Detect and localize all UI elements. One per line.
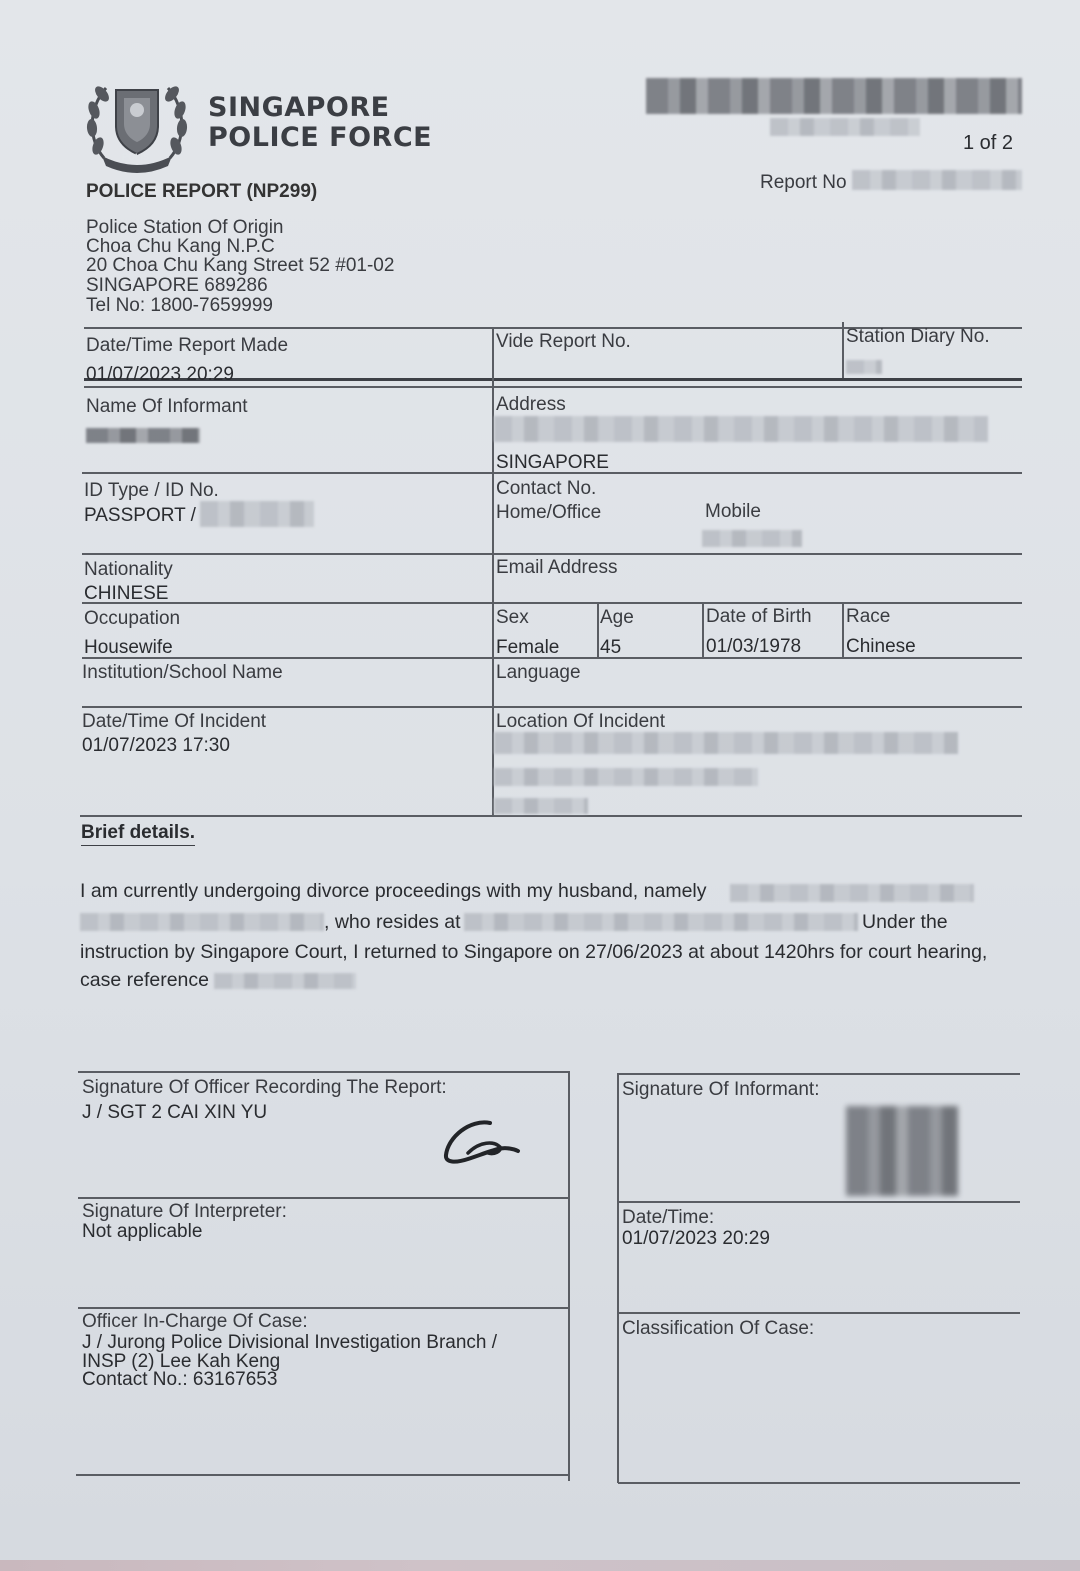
incident-location-label: Location Of Incident (496, 711, 665, 732)
oic-line-1: J / Jurong Police Divisional Investigation Branch / (82, 1332, 498, 1353)
brief-line-3: Under the (862, 911, 948, 933)
oic-label: Officer In-Charge Of Case: (82, 1311, 308, 1332)
emblem-banner-text: POLIS (122, 152, 150, 162)
age-label: Age (600, 607, 634, 628)
redacted-mobile (702, 530, 802, 547)
signature-datetime-label: Date/Time: (622, 1207, 715, 1228)
nationality-value: CHINESE (84, 583, 169, 604)
datetime-made-value: 01/07/2023 20:29 (86, 364, 234, 385)
officer-signature-mark (440, 1115, 524, 1167)
incident-datetime-value: 01/07/2023 17:30 (82, 735, 230, 756)
police-emblem (84, 70, 190, 174)
oic-line-3: Contact No.: 63167653 (82, 1369, 278, 1390)
home-office-label: Home/Office (496, 502, 602, 523)
redacted-husband-name-2 (80, 913, 324, 931)
dob-label: Date of Birth (706, 606, 812, 627)
institution-label: Institution/School Name (82, 662, 283, 683)
sex-value: Female (496, 637, 560, 658)
redacted-report-no (852, 170, 1022, 190)
redacted-informant-name (86, 428, 200, 443)
classification-label: Classification Of Case: (622, 1318, 815, 1339)
form-title: POLICE REPORT (NP299) (86, 181, 318, 202)
incident-datetime-label: Date/Time Of Incident (82, 711, 267, 732)
brief-line-2: , who resides at (324, 911, 461, 933)
age-value: 45 (600, 637, 622, 658)
mobile-label: Mobile (705, 501, 761, 522)
redacted-diary-no (846, 360, 882, 374)
id-type-value: PASSPORT / (84, 505, 196, 526)
brief-line-4: instruction by Singapore Court, I returned to Singapore on 27/06/2023 at about 1420hrs for court hearing, (80, 941, 988, 963)
brief-heading: Brief details. (81, 822, 195, 846)
interpreter-value: Not applicable (82, 1221, 203, 1242)
redacted-location-2 (494, 768, 758, 786)
redacted-header-id (646, 78, 1022, 114)
station-tel: Tel No: 1800-7659999 (86, 295, 273, 316)
redacted-informant-signature (846, 1106, 958, 1196)
brief-line-5: case reference (80, 969, 209, 991)
officer-signature-label: Signature Of Officer Recording The Report: (82, 1077, 447, 1098)
agency-name-line2: POLICE FORCE (208, 122, 433, 153)
id-type-label: ID Type / ID No. (84, 480, 219, 501)
officer-name: J / SGT 2 CAI XIN YU (82, 1102, 268, 1123)
redacted-address (494, 416, 988, 442)
redacted-location-1 (494, 732, 958, 754)
sex-label: Sex (496, 607, 529, 628)
contact-label: Contact No. (496, 478, 597, 499)
dob-value: 01/03/1978 (706, 636, 802, 657)
report-no-label: Report No (760, 172, 847, 193)
brief-line-1: I am currently undergoing divorce proceedings with my husband, namely (80, 880, 707, 902)
interpreter-signature-label: Signature Of Interpreter: (82, 1201, 287, 1222)
redacted-husband-name (730, 884, 974, 902)
redacted-location-3 (494, 798, 588, 814)
table-surface (0, 1560, 1080, 1571)
page-indicator: 1 of 2 (963, 132, 1014, 154)
redacted-case-ref (214, 973, 356, 989)
address-label: Address (496, 394, 566, 415)
station-street: 20 Choa Chu Kang Street 52 #01-02 (86, 255, 395, 276)
occupation-value: Housewife (84, 637, 173, 658)
station-heading: Police Station Of Origin (86, 217, 284, 238)
datetime-made-label: Date/Time Report Made (86, 335, 289, 356)
informant-signature-label: Signature Of Informant: (622, 1079, 820, 1100)
informant-label: Name Of Informant (86, 396, 248, 417)
occupation-label: Occupation (84, 608, 181, 629)
redacted-passport-no (200, 501, 314, 527)
nationality-label: Nationality (84, 559, 173, 580)
address-city: SINGAPORE (496, 452, 609, 473)
station-city: SINGAPORE 689286 (86, 275, 268, 296)
signature-datetime-value: 01/07/2023 20:29 (622, 1228, 770, 1249)
race-label: Race (846, 606, 891, 627)
agency-name-line1: SINGAPORE (208, 92, 390, 123)
email-label: Email Address (496, 557, 618, 578)
station-diary-label: Station Diary No. (846, 326, 990, 347)
oic-line-2: INSP (2) Lee Kah Keng (82, 1351, 281, 1372)
vide-report-label: Vide Report No. (496, 331, 631, 352)
redacted-husband-address (464, 913, 858, 931)
redacted-header-id-2 (770, 118, 920, 136)
station-name: Choa Chu Kang N.P.C (86, 236, 275, 257)
race-value: Chinese (846, 636, 916, 657)
language-label: Language (496, 662, 581, 683)
